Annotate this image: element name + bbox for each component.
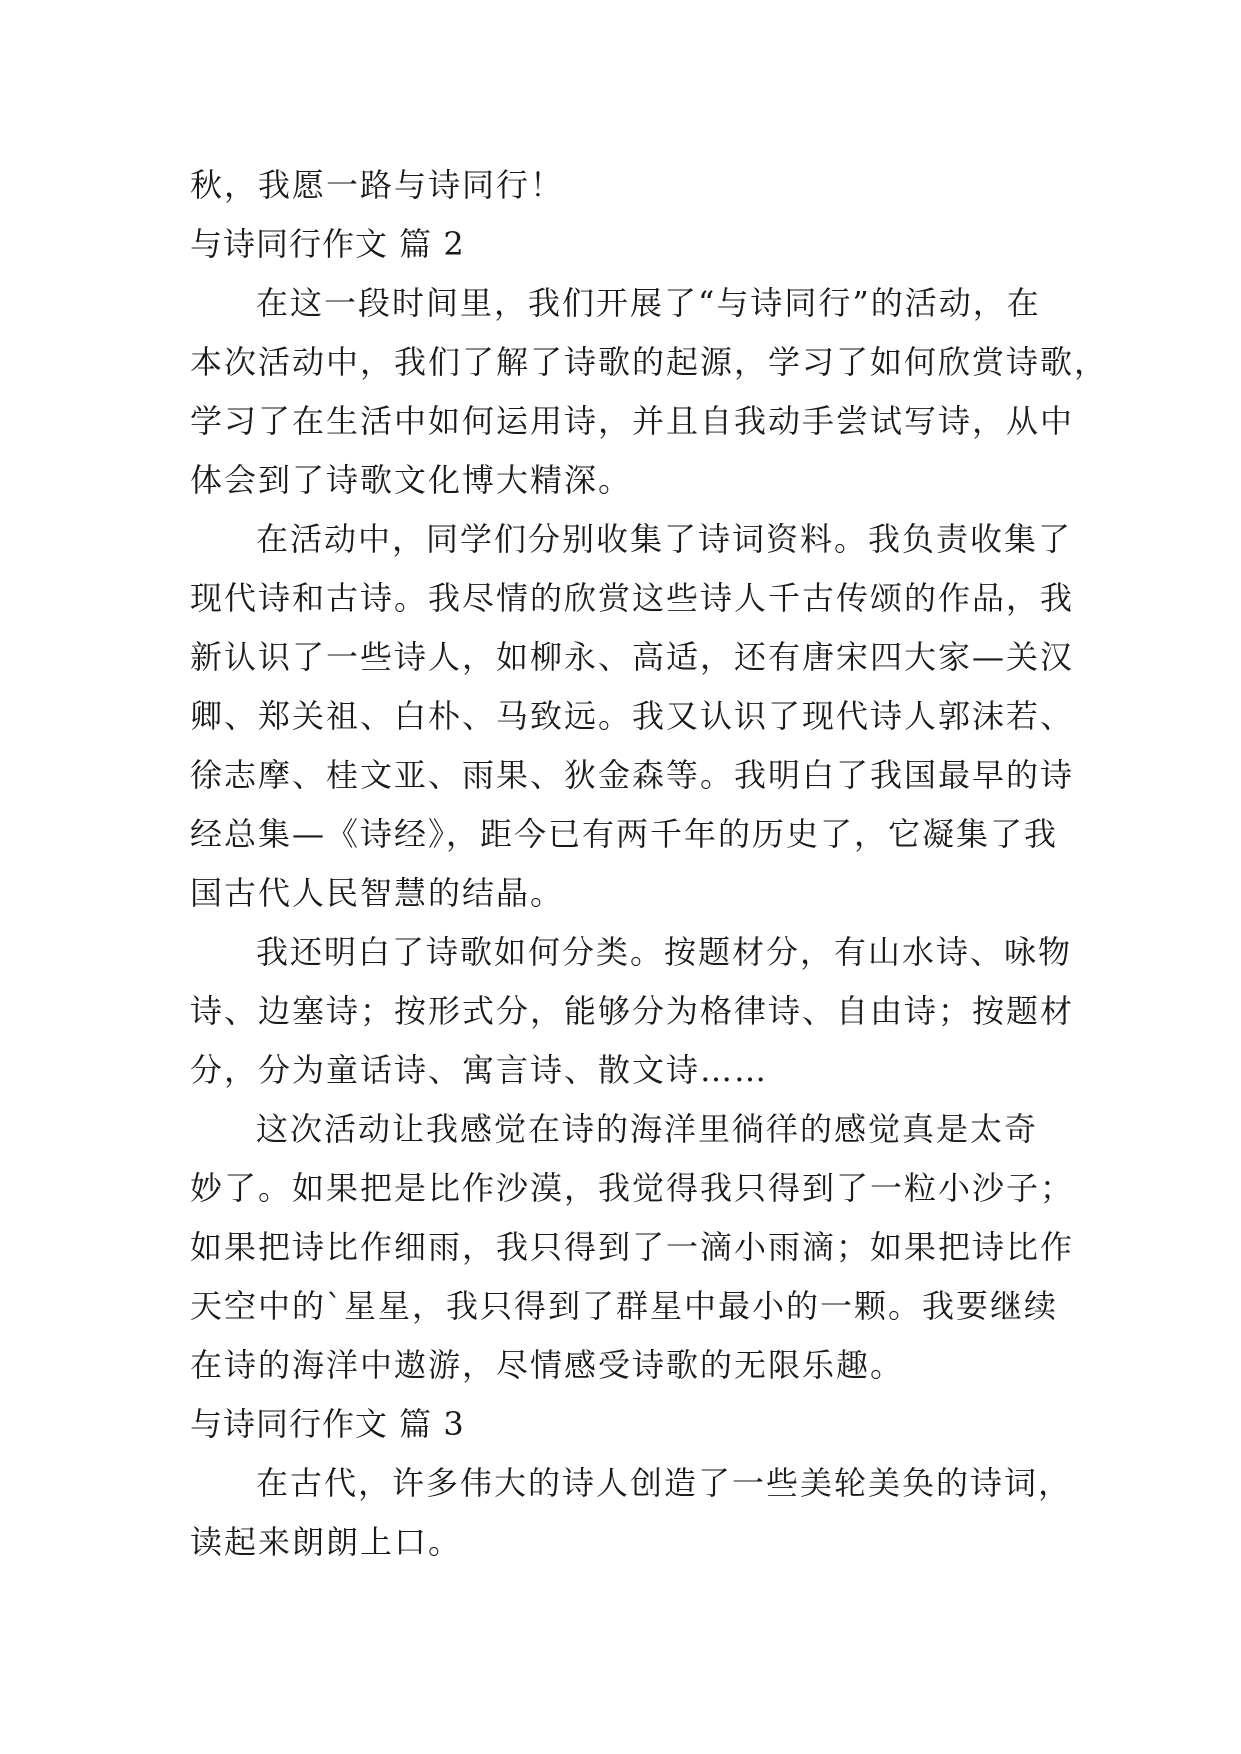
text-line: 我还明白了诗歌如何分类。按题材分，有山水诗、咏物 bbox=[256, 933, 1073, 971]
text-line: 在活动中，同学们分别收集了诗词资料。我负责收集了 bbox=[256, 520, 1073, 558]
text-line: 在诗的海洋中遨游，尽情感受诗歌的无限乐趣。 bbox=[190, 1346, 905, 1384]
text-line: 秋，我愿一路与诗同行！ bbox=[190, 166, 565, 204]
text-line: 学习了在生活中如何运用诗，并且自我动手尝试写诗，从中 bbox=[190, 402, 1075, 440]
text-line: 新认识了一些诗人，如柳永、高适，还有唐宋四大家—关汉 bbox=[190, 638, 1075, 676]
text-line: 体会到了诗歌文化博大精深。 bbox=[190, 461, 633, 499]
text-line: 在这一段时间里，我们开展了“与诗同行”的活动，在 bbox=[256, 284, 1041, 322]
text-line: 分，分为童话诗、寓言诗、散文诗…… bbox=[190, 1051, 769, 1089]
section-heading: 与诗同行作文 篇 2 bbox=[190, 225, 465, 263]
text-line: 经总集—《诗经》，距今已有两千年的历史了，它凝集了我 bbox=[190, 815, 1059, 853]
text-line: 这次活动让我感觉在诗的海洋里徜徉的感觉真是太奇 bbox=[256, 1110, 1039, 1148]
text-line: 天空中的`星星，我只得到了群星中最小的一颗。我要继续 bbox=[190, 1287, 1059, 1325]
section-heading: 与诗同行作文 篇 3 bbox=[190, 1405, 465, 1443]
text-line: 诗、边塞诗；按形式分，能够分为格律诗、自由诗；按题材 bbox=[190, 992, 1075, 1030]
text-line: 徐志摩、桂文亚、雨果、狄金森等。我明白了我国最早的诗 bbox=[190, 756, 1075, 794]
text-line: 现代诗和古诗。我尽情的欣赏这些诗人千古传颂的作品，我 bbox=[190, 579, 1075, 617]
text-line: 如果把诗比作细雨，我只得到了一滴小雨滴；如果把诗比作 bbox=[190, 1228, 1075, 1266]
text-line: 国古代人民智慧的结晶。 bbox=[190, 874, 565, 912]
text-line: 卿、郑关祖、白朴、马致远。我又认识了现代诗人郭沫若、 bbox=[190, 697, 1075, 735]
text-line: 本次活动中，我们了解了诗歌的起源，学习了如何欣赏诗歌， bbox=[190, 343, 1109, 381]
text-line: 读起来朗朗上口。 bbox=[190, 1523, 463, 1561]
text-line: 妙了。如果把是比作沙漠，我觉得我只得到了一粒小沙子； bbox=[190, 1169, 1075, 1207]
text-line: 在古代，许多伟大的诗人创造了一些美轮美奂的诗词， bbox=[256, 1464, 1073, 1502]
